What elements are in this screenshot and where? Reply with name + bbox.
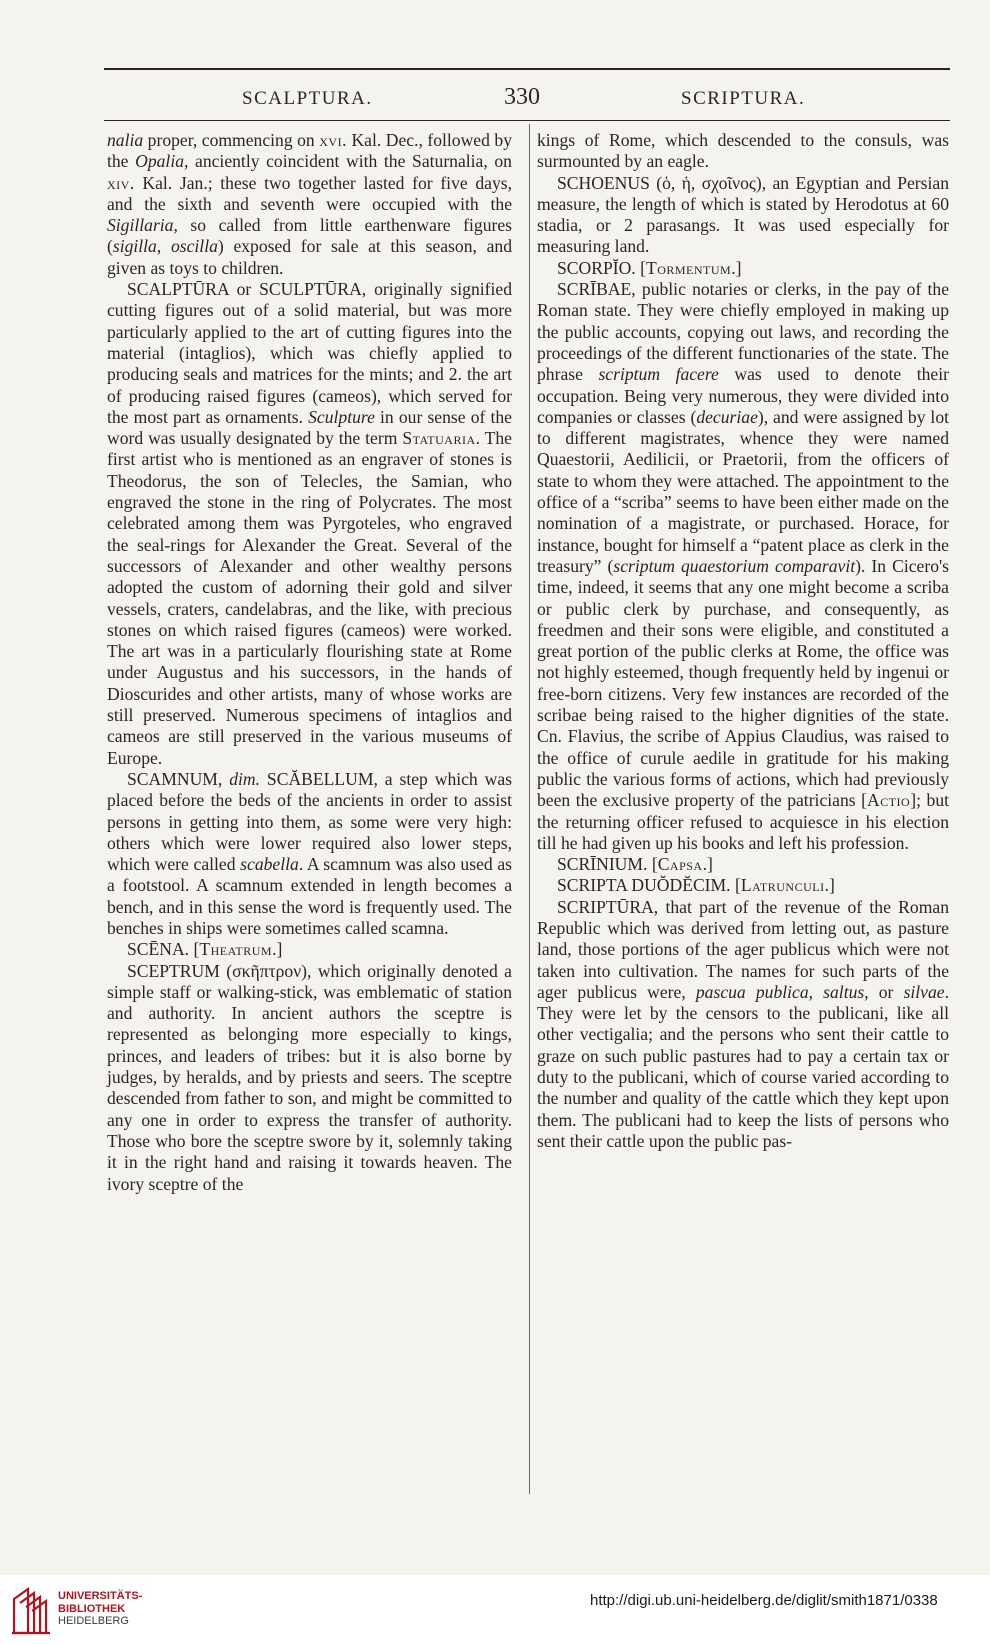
top-rule [104, 68, 950, 70]
header-left-word: SCALPTURA. [242, 88, 373, 109]
column-divider [529, 124, 530, 1494]
page-number: 330 [504, 84, 540, 110]
header-rule [104, 120, 950, 121]
library-name-line3: HEIDELBERG [58, 1615, 129, 1627]
header-right-word: SCRIPTURA. [681, 88, 806, 109]
paragraph: SCĒNA. [Theatrum.] [127, 939, 283, 960]
source-url-link[interactable]: http://digi.ub.uni-heidelberg.de/diglit/smith1871/0338 [590, 1592, 938, 1609]
library-name-line1: UNIVERSITÄTS- [58, 1590, 143, 1602]
right-text-column [537, 130, 949, 1152]
library-logo-icon [10, 1585, 54, 1637]
paragraph: SCRIPTA DUŎDĔCIM. [Latrunculi.] [557, 875, 835, 896]
paragraph: SCEPTRUM (σκῆπτρον), which originally denoted a simple staff or walking-stick, was emblematic of station and authority. In ancient authors the sceptre is represented as belonging more especially to kings, princes, and leaders of tribes: but it is also borne by judges, by heralds, and by priests and seers. The sceptre descended from father to son, and might be committed to any one in order to express the transfer of authority. Those who bore the sceptre swore by it, solemnly taking it in the right hand and raising it towards heaven. The ivory sceptre of the [107, 960, 512, 1194]
running-header [104, 84, 950, 114]
paragraph: SCHOENUS (ὁ, ἡ, σχοῖνος), an Egyptian and Persian measure, the length of which is stated by Herodotus at 60 stadia, or 2 parasangs. It was used especially for measuring land. [537, 172, 949, 257]
paragraph: SCRIPTŪRA, that part of the revenue of the Roman Republic which was derived from letting out, as pasture land, those portions of the ager publicus which were not taken into cultivation. The names for such parts of the ager publicus were, pascua publica, saltus, or silvae. They were let by the censors to the publicani, like all other vectigalia; and the persons who sent their cattle to graze on such public pastures had to pay a certain tax or duty to the publicani, which of course varied according to the number and quality of the cattle which they kept upon them. The publicani had to keep the lists of persons who sent their cattle upon the public pas- [537, 896, 950, 1151]
paragraph: SCAMNUM, dim. SCĂBELLUM, a step which was placed before the beds of the ancients in order to assist persons in getting into them, as some were very high: others which were lower required also lower steps, which were called scabella. A scamnum was also used as a footstool. A scamnum extended in length becomes a bench, and in this sense the word is frequently used. The benches in ships were sometimes called scamna. [107, 768, 512, 938]
library-name-line2: BIBLIOTHEK [58, 1602, 126, 1615]
paragraph: SCALPTŪRA or SCULPTŪRA, originally signified cutting figures out of a solid material, but was more particularly applied to the art of cutting figures into the material (intaglios), which was chiefly applied to producing seals and matrices for the mints; and 2. the art of producing raised figures (cameos), which served for the most part as ornaments. Sculpture in our sense of the word was usually designated by the term Statuaria. The first artist who is mentioned as an engraver of stones is Theodorus, the son of Telecles, the Samian, who engraved the stone in the ring of Polycrates. The most celebrated among them was Pyrgoteles, who engraved the seal-rings for Alexander the Great. Several of the successors of Alexander and other wealthy persons adopted the custom of adorning their gold and silver vessels, craters, candelabras, and the like, with precious stones on which raised figures (cameos) were worked. The art was in a particularly flourishing state at Rome under Augustus and his successors, in the hands of Dioscurides and other artists, many of whose works are still preserved. Numerous specimens of intaglios and cameos are still preserved in the various museums of Europe. [107, 279, 512, 768]
paragraph: kings of Rome, which descended to the consuls, was surmounted by an eagle. [537, 130, 949, 172]
paragraph: SCRĪNIUM. [Capsa.] [557, 854, 713, 875]
library-name [58, 1590, 142, 1628]
paragraph: nalia proper, commencing on xvi. Kal. Dec., followed by the Opalia, anciently coincident with the Saturnalia, on xiv. Kal. Jan.; these two together lasted for five days, and the sixth and seventh were occupied with the Sigillaria, so called from little earthenware figures (sigilla, oscilla) exposed for sale at this season, and given as toys to children. [107, 130, 513, 278]
paragraph: SCRĪBAE, public notaries or clerks, in the pay of the Roman state. They were chiefly employed in making up the public accounts, copying out laws, and recording the proceedings of the different functionaries of the state. The phrase scriptum facere was used to denote their occupation. Being very numerous, they were divided into companies or classes (decuriae), and were assigned by lot to different magistrates, whence they were named Quaestorii, Aedilicii, or Praetorii, from the officers of state to whom they were attached. The appointment to the office of a “scriba” seems to have been either made on the nomination of a magistrate, or purchased. Horace, for instance, bought for himself a “patent place as clerk in the treasury” (scriptum quaestorium comparavit). In Cicero's time, indeed, it seems that any one might become a scriba or public clerk by purchase, and consequently, as freedmen and their sons were eligible, and constituted a great portion of the public clerks at Rome, the office was not highly esteemed, though frequently held by ingenui or free-born citizens. Very few instances are recorded of the scribae being raised to the higher dignities of the state. Cn. Flavius, the scribe of Appius Claudius, was raised to the office of curule aedile in gratitude for his making public the various forms of actions, which had previously been the exclusive property of the patricians [Actio]; but the returning officer refused to acquiesce in his election till he had given up his books and left his profession. [537, 279, 950, 853]
left-text-column [107, 130, 512, 1195]
library-footer [0, 1575, 990, 1644]
paragraph: SCORPĬO. [Tormentum.] [557, 257, 742, 278]
